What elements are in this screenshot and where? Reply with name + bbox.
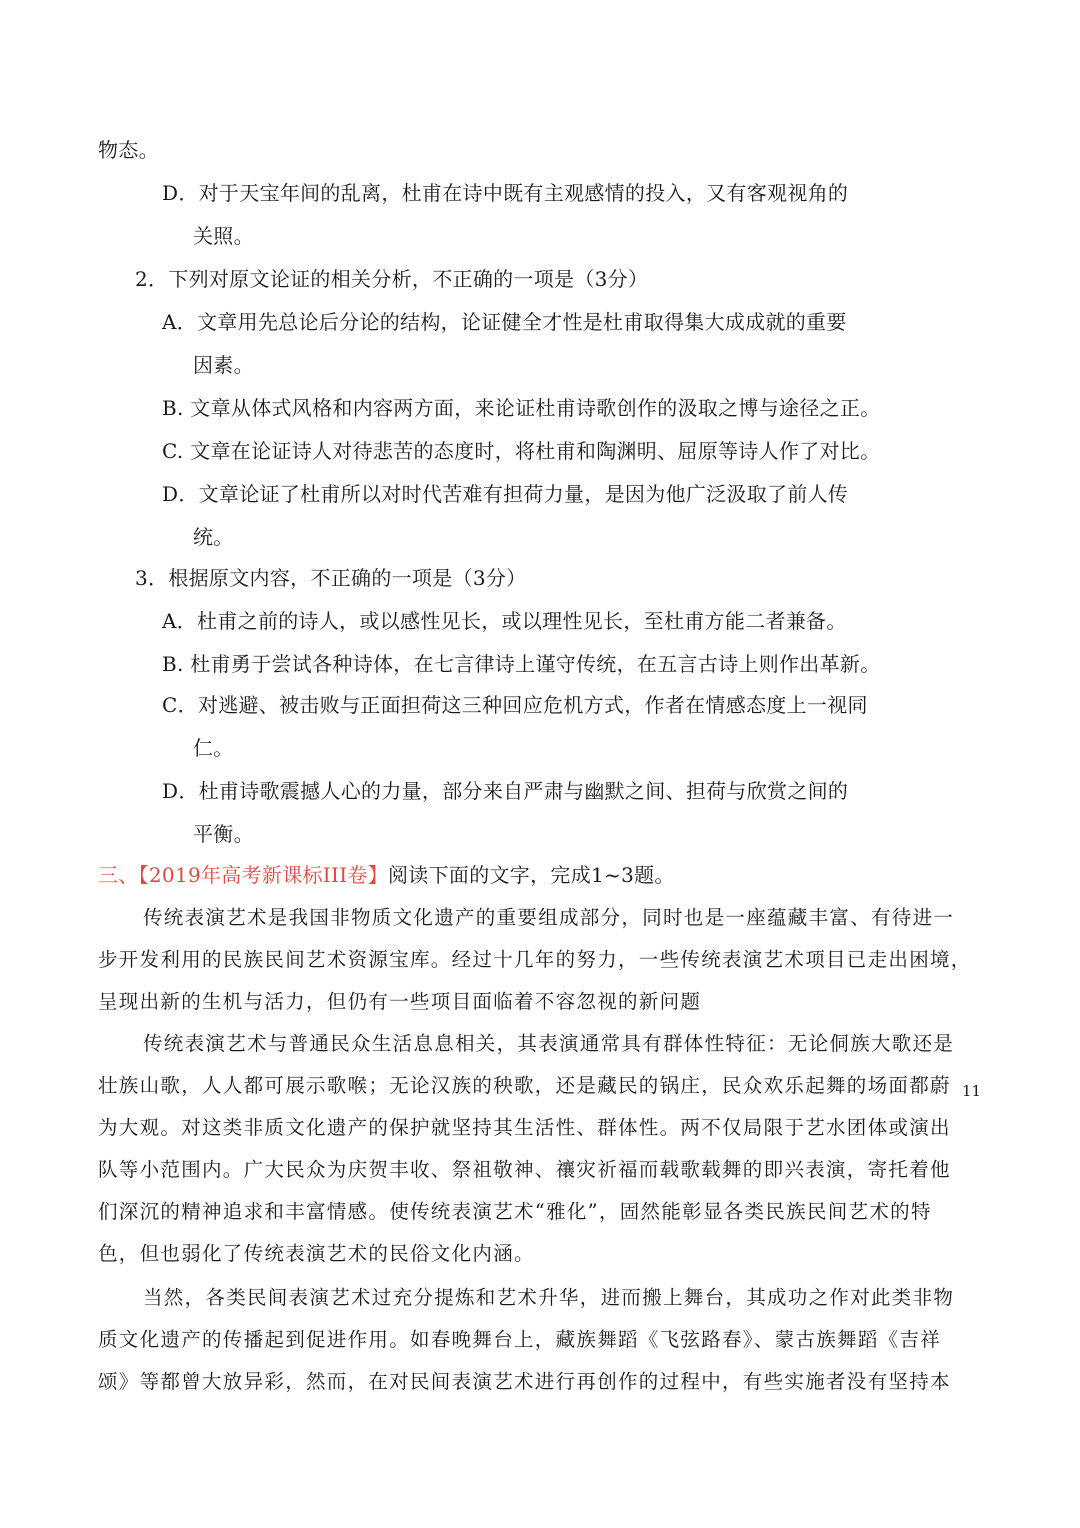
text-line: 因素。 <box>193 353 254 377</box>
passage-line: 质文化遗产的传播起到促进作用。如春晚舞台上，藏族舞蹈《飞弦路春》、蒙古族舞蹈《吉祥 <box>98 1328 942 1351</box>
option-a: A．杜甫之前的诗人，或以感性见长，或以理性见长，至杜甫方能二者兼备。 <box>162 609 847 633</box>
passage-line: 们深沉的精神追求和丰富情感。使传统表演艺术“雅化”，固然能彰显各类民族民间艺术的特 <box>98 1200 932 1223</box>
option-c: C．对逃避、被击败与正面担荷这三种回应危机方式，作者在情感态度上一视同 <box>162 693 868 717</box>
passage-line: 呈现出新的生机与活力，但仍有一些项目面临着不容忽视的新问题 <box>98 990 702 1013</box>
text-line: 统。 <box>193 525 234 549</box>
option-d: D．对于天宝年间的乱离，杜甫在诗中既有主观感情的投入，又有客观视角的 <box>162 181 849 205</box>
passage-line: 传统表演艺术是我国非物质文化遗产的重要组成部分，同时也是一座蕴藏丰富、有待进一 <box>143 906 955 929</box>
option-d: D．杜甫诗歌震撼人心的力量，部分来自严肃与幽默之间、担荷与欣赏之间的 <box>162 779 849 803</box>
passage-line: 为大观。对这类非质文化遗产的保护就坚持其生活性、群体性。两不仅局限于艺水团体或演出 <box>98 1116 951 1139</box>
passage-line: 队等小范围内。广大民众为庆贺丰收、祭祖敬神、禳灾祈福而载歌载舞的即兴表演，寄托着他 <box>98 1158 951 1181</box>
option-a: A．文章用先总论后分论的结构，论证健全才性是杜甫取得集大成成就的重要 <box>162 310 847 334</box>
option-d: D．文章论证了杜甫所以对时代苦难有担荷力量，是因为他广泛汲取了前人传 <box>162 482 849 506</box>
text-line: 物态。 <box>98 138 159 162</box>
passage-line: 壮族山歌，人人都可展示歌喉；无论汉族的秧歌，还是藏民的锅庄，民众欢乐起舞的场面都蔚 <box>98 1074 951 1097</box>
question-2: 2．下列对原文论证的相关分析，不正确的一项是（3分） <box>135 267 649 291</box>
section-heading <box>98 862 675 888</box>
passage-line: 传统表演艺术与普通民众生活息息相关，其表演通常具有群体性特征：无论侗族大歌还是 <box>143 1032 955 1055</box>
passage-line: 颂》等都曾大放异彩，然而，在对民间表演艺术进行再创作的过程中，有些实施者没有坚持本 <box>98 1370 951 1393</box>
passage-line: 步开发利用的民族民间艺术资源宝库。经过十几年的努力，一些传统表演艺术项目已走出困境， <box>98 948 972 971</box>
option-b: B. 文章从体式风格和内容两方面，来论证杜甫诗歌创作的汲取之博与途径之正。 <box>162 396 881 420</box>
section-label: 三、【2019年高考新课标III卷】 <box>98 863 388 887</box>
question-3: 3．根据原文内容，不正确的一项是（3分） <box>135 566 527 590</box>
option-b: B. 杜甫勇于尝试各种诗体，在七言律诗上谨守传统，在五言古诗上则作出革新。 <box>162 652 881 676</box>
passage-line: 当然，各类民间表演艺术过充分提炼和艺术升华，进而搬上舞台，其成功之作对此类非物 <box>143 1286 955 1309</box>
passage-line: 色，但也弱化了传统表演艺术的民俗文化内涵。 <box>98 1242 535 1265</box>
text-line: 仁。 <box>193 736 234 760</box>
page-number: 11 <box>962 1082 982 1100</box>
text-line: 平衡。 <box>193 822 254 846</box>
section-instruction: 阅读下面的文字，完成1~3题。 <box>388 863 675 887</box>
text-line: 关照。 <box>193 224 254 248</box>
option-c: C. 文章在论证诗人对待悲苦的态度时，将杜甫和陶渊明、屈原等诗人作了对比。 <box>162 439 881 463</box>
